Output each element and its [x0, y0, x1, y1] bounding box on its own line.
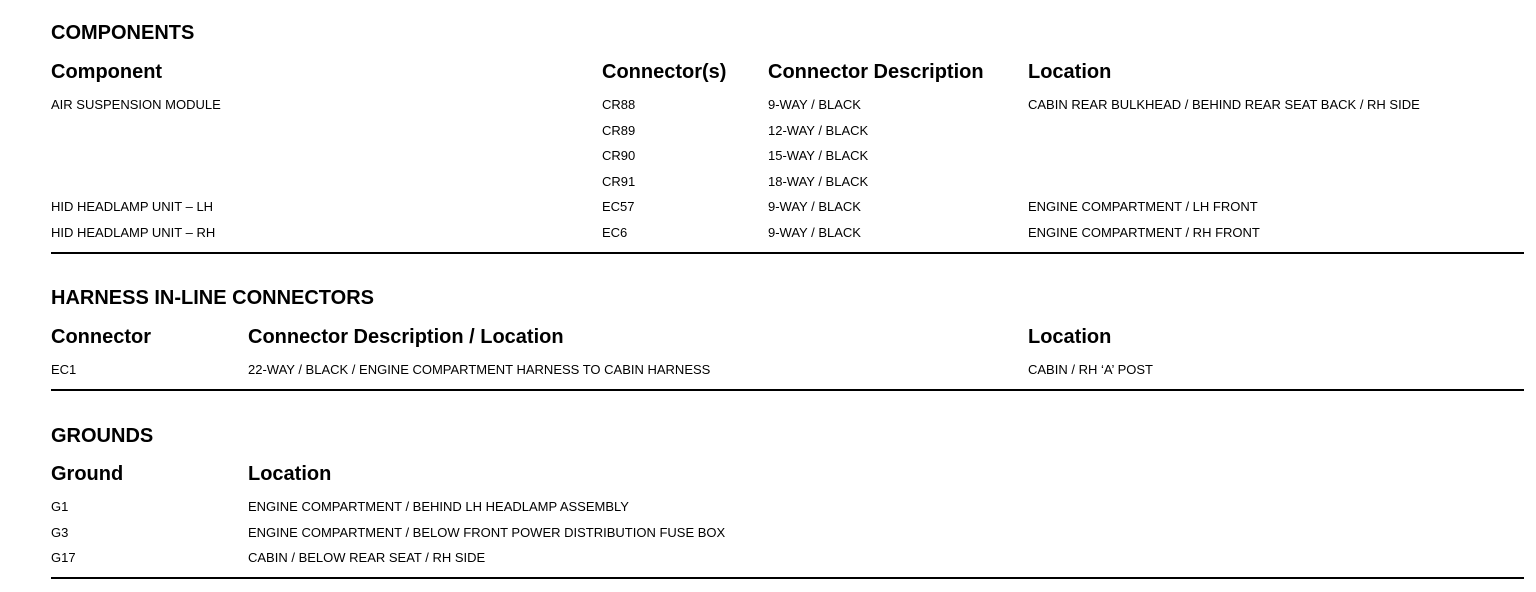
table-row-connector: EC6 — [602, 225, 628, 240]
table-row-description: 22-WAY / BLACK / ENGINE COMPARTMENT HARNESS TO CABIN HARNESS — [248, 362, 711, 377]
components-divider — [51, 252, 1524, 254]
table-row-description: 9-WAY / BLACK — [768, 97, 861, 112]
harness-divider — [51, 389, 1524, 391]
table-row-location: CABIN REAR BULKHEAD / BEHIND REAR SEAT BACK / RH SIDE — [1028, 97, 1420, 112]
harness-header-location: Location — [1028, 326, 1112, 348]
table-row-component: HID HEADLAMP UNIT – LH — [51, 199, 214, 214]
table-row-location: CABIN / BELOW REAR SEAT / RH SIDE — [248, 550, 486, 565]
grounds-divider — [51, 577, 1524, 579]
harness-title: HARNESS IN-LINE CONNECTORS — [51, 287, 374, 309]
table-row-location: CABIN / RH ‘A’ POST — [1028, 362, 1153, 377]
grounds-header-ground: Ground — [51, 463, 124, 485]
table-row-location: ENGINE COMPARTMENT / RH FRONT — [1028, 225, 1260, 240]
table-row-ground: G3 — [51, 525, 69, 540]
table-row-description: 9-WAY / BLACK — [768, 225, 861, 240]
components-title: COMPONENTS — [51, 22, 195, 44]
table-row-ground: G17 — [51, 550, 76, 565]
table-row-location: ENGINE COMPARTMENT / LH FRONT — [1028, 199, 1258, 214]
table-row-component: HID HEADLAMP UNIT – RH — [51, 225, 216, 240]
grounds-header-location: Location — [248, 463, 332, 485]
table-row-component: AIR SUSPENSION MODULE — [51, 97, 221, 112]
table-row-connector: EC57 — [602, 199, 635, 214]
table-row-connector: CR89 — [602, 123, 636, 138]
harness-header-connector: Connector — [51, 326, 151, 348]
table-row-description: 12-WAY / BLACK — [768, 123, 869, 138]
table-row-connector: CR91 — [602, 174, 636, 189]
components-header-location: Location — [1028, 61, 1112, 83]
grounds-title: GROUNDS — [51, 425, 154, 447]
components-header-connectors: Connector(s) — [602, 61, 727, 83]
table-row-description: 18-WAY / BLACK — [768, 174, 869, 189]
components-header-component: Component — [51, 61, 163, 83]
table-row-ground: G1 — [51, 499, 69, 514]
table-row-connector: CR90 — [602, 148, 636, 163]
table-row-connector: CR88 — [602, 97, 636, 112]
table-row-connector: EC1 — [51, 362, 77, 377]
table-row-location: ENGINE COMPARTMENT / BELOW FRONT POWER DISTRIBUTION FUSE BOX — [248, 525, 726, 540]
components-header-description: Connector Description — [768, 61, 984, 83]
table-row-location: ENGINE COMPARTMENT / BEHIND LH HEADLAMP ASSEMBLY — [248, 499, 629, 514]
harness-header-description: Connector Description / Location — [248, 326, 564, 348]
table-row-description: 9-WAY / BLACK — [768, 199, 861, 214]
table-row-description: 15-WAY / BLACK — [768, 148, 869, 163]
